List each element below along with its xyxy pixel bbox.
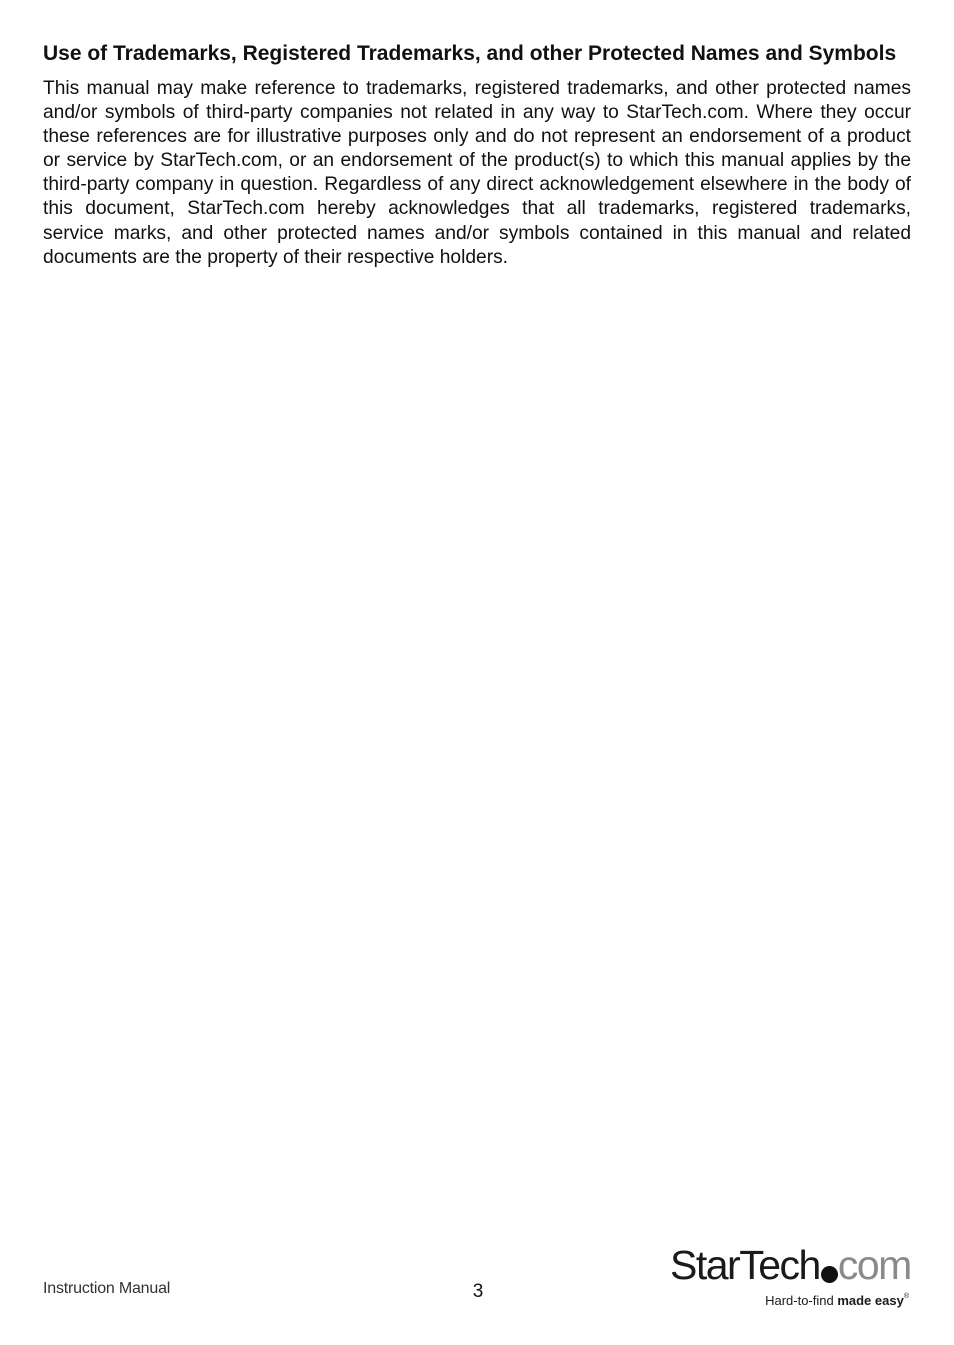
section-body: This manual may make reference to trademarks, registered trademarks, and other protected names and/or symbols of third-party companies not related in any way to StarTech.com. Where they occur these references are for illustrative purposes only and do not represent an endorsement of a product or service by StarTech.com, or an endorsement of the product(s) to which this manual applies by the third-party company in question. Regardless of any direct acknowledgement elsewhere in the body of this document, StarTech.com hereby acknowledges that all trademarks, registered trademarks, service marks, and other protected names and/or symbols contained in this manual and related documents are the property of their respective holders. bbox=[43, 78, 911, 268]
registered-mark: ® bbox=[903, 1293, 909, 1300]
logo-dot-icon bbox=[821, 1266, 838, 1283]
tagline-regular: Hard-to-find bbox=[765, 1293, 838, 1308]
section-heading: Use of Trademarks, Registered Trademarks, and other Protected Names and Symbols bbox=[43, 42, 897, 65]
trademark-section bbox=[43, 41, 911, 270]
logo-brand: StarTech bbox=[670, 1242, 820, 1288]
logo-wordmark bbox=[670, 1242, 911, 1288]
startech-logo bbox=[670, 1242, 915, 1317]
page-number: 3 bbox=[472, 1281, 484, 1302]
footer-label: Instruction Manual bbox=[43, 1280, 171, 1297]
tagline-bold: made easy bbox=[837, 1293, 904, 1308]
logo-tagline bbox=[765, 1293, 909, 1308]
logo-tld: com bbox=[837, 1242, 911, 1288]
